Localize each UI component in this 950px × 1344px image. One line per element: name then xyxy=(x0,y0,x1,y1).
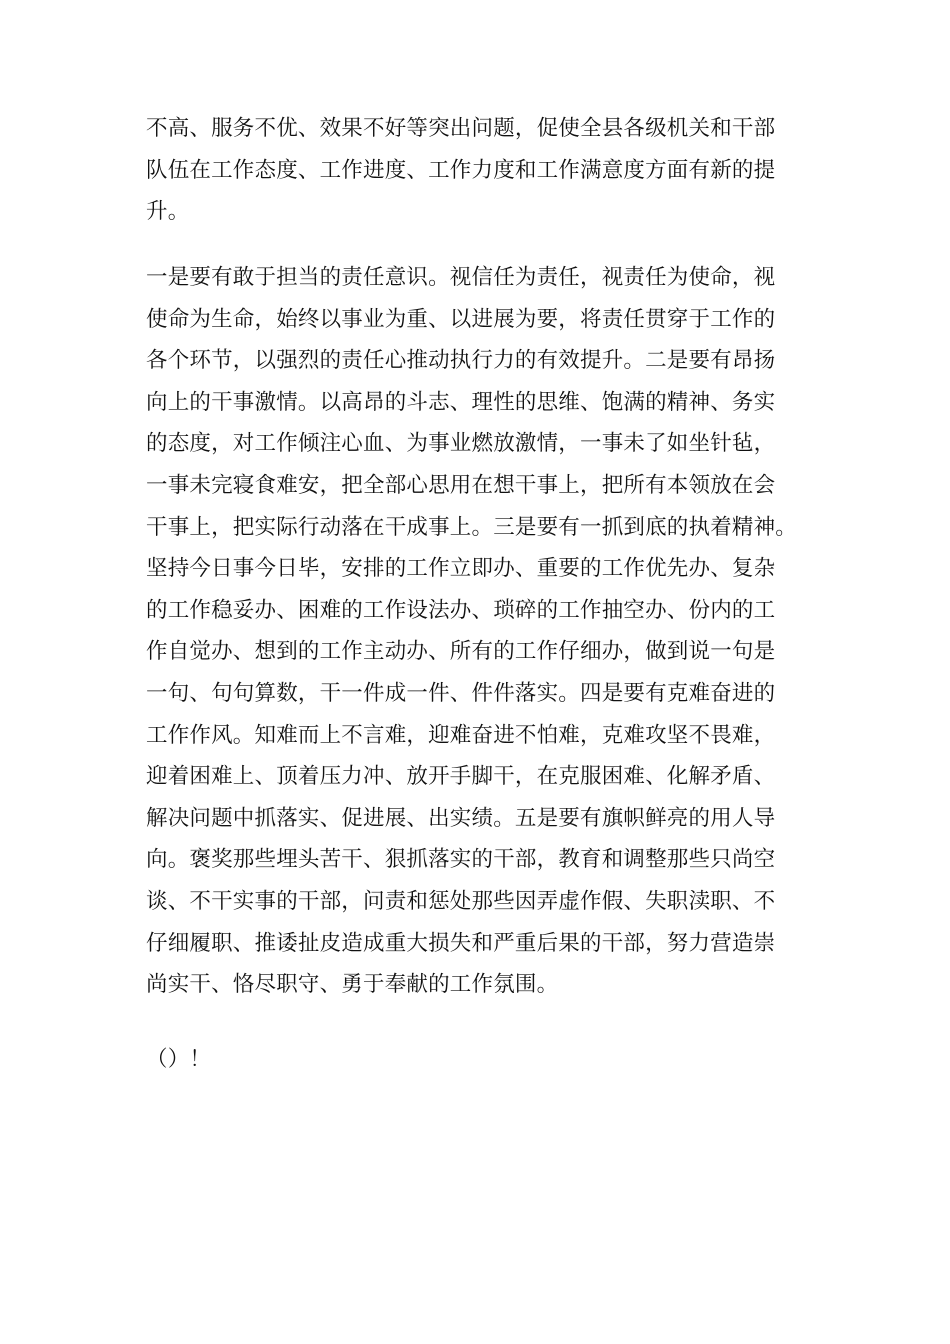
text-line: 作自觉办、想到的工作主动办、所有的工作仔细办，做到说一句是 xyxy=(146,639,776,665)
text-line: 解决问题中抓落实、促进展、出实绩。五是要有旗帜鲜亮的用人导 xyxy=(146,805,776,831)
text-line: 一事未完寝食难安，把全部心思用在想干事上，把所有本领放在会 xyxy=(146,472,776,498)
text-line: 一句、句句算数，干一件成一件、件件落实。四是要有克难奋进的 xyxy=(146,680,776,706)
text-line: 干事上，把实际行动落在干成事上。三是要有一抓到底的执着精神。 xyxy=(146,514,798,540)
text-line: 向上的干事激情。以高昂的斗志、理性的思维、饱满的精神、务实 xyxy=(146,389,776,415)
text-line: 一是要有敢于担当的责任意识。视信任为责任，视责任为使命，视 xyxy=(146,265,776,290)
text-line: 队伍在工作态度、工作进度、工作力度和工作满意度方面有新的提 xyxy=(146,157,776,183)
text-line: 使命为生命，始终以事业为重、以进展为要，将责任贯穿于工作的 xyxy=(146,306,776,332)
text-line: 的态度，对工作倾注心血、为事业燃放激情，一事未了如坐针毡， xyxy=(146,431,776,457)
text-line: 不高、服务不优、效果不好等突出问题，促使全县各级机关和干部 xyxy=(146,116,776,141)
text-line: 各个环节，以强烈的责任心推动执行力的有效提升。二是要有昂扬 xyxy=(146,348,776,374)
paragraph-closing-punctuation xyxy=(146,1039,211,1081)
text-line: 谈、不干实事的干部，问责和惩处那些因弄虚作假、失职渎职、不 xyxy=(146,888,776,914)
text-line: 的工作稳妥办、困难的工作设法办、琐碎的工作抽空办、份内的工 xyxy=(146,597,776,623)
text-line: 工作作风。知难而上不言难，迎难奋进不怕难，克难攻坚不畏难， xyxy=(146,722,776,748)
text-line: （）！ xyxy=(146,1047,212,1072)
paragraph-five-requirements xyxy=(146,257,797,1006)
text-line: 尚实干、恪尽职守、勇于奉献的工作氛围。 xyxy=(146,972,559,998)
paragraph-intro-continuation xyxy=(146,108,775,233)
text-line: 仔细履职、推诿扯皮造成重大损失和严重后果的干部，努力营造崇 xyxy=(146,930,776,956)
text-line: 坚持今日事今日毕，安排的工作立即办、重要的工作优先办、复杂 xyxy=(146,556,776,582)
text-line: 升。 xyxy=(146,199,190,225)
text-line: 向。褒奖那些埋头苦干、狠抓落实的干部，教育和调整那些只尚空 xyxy=(146,847,776,873)
text-line: 迎着困难上、顶着压力冲、放开手脚干，在克服困难、化解矛盾、 xyxy=(146,764,776,790)
